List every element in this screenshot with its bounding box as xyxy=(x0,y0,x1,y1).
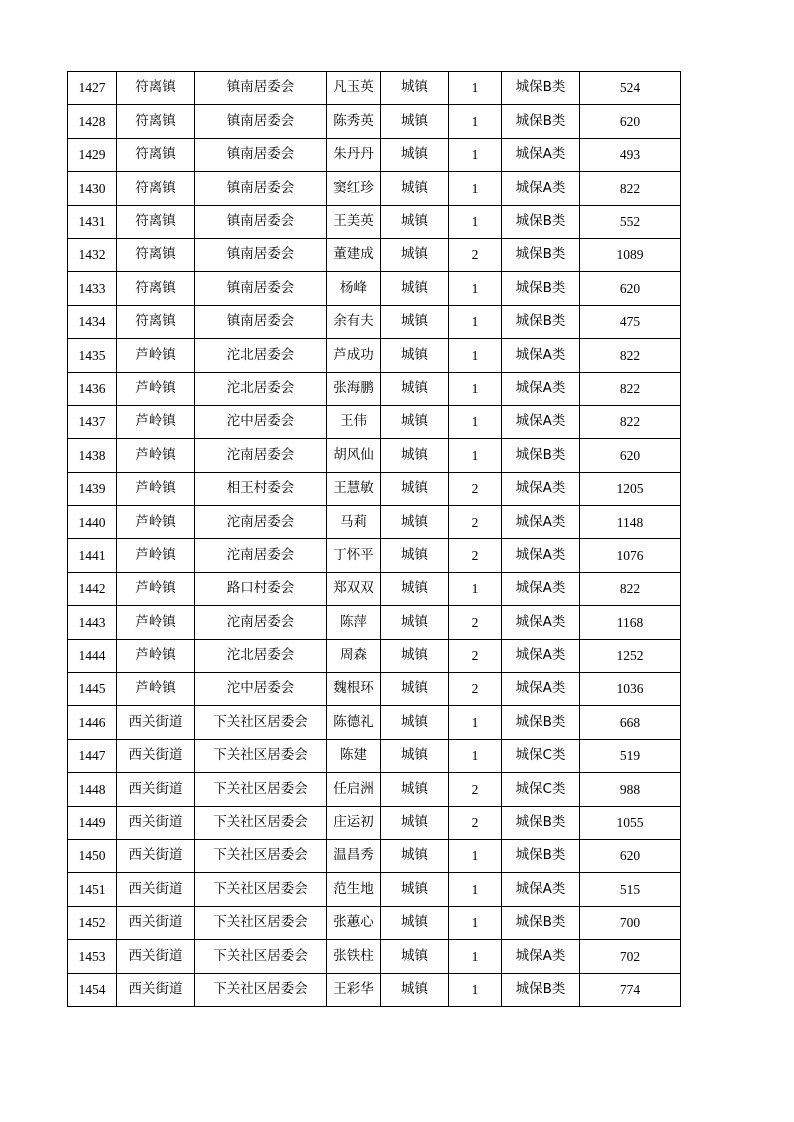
cell-area-type: 城镇 xyxy=(381,839,449,872)
cell-name: 马莉 xyxy=(327,506,381,539)
cell-area-type: 城镇 xyxy=(381,673,449,706)
cell-row-number: 1431 xyxy=(68,205,117,238)
cell-committee: 镇南居委会 xyxy=(195,205,327,238)
cell-amount: 700 xyxy=(580,906,681,939)
cell-insurance-category: 城保A类 xyxy=(502,673,580,706)
cell-area-type: 城镇 xyxy=(381,539,449,572)
table-row xyxy=(68,940,681,973)
cell-insurance-category: 城保A类 xyxy=(502,472,580,505)
cell-household-count: 2 xyxy=(449,539,502,572)
cell-name: 胡风仙 xyxy=(327,439,381,472)
cell-amount: 988 xyxy=(580,773,681,806)
cell-row-number: 1433 xyxy=(68,272,117,305)
cell-area-type: 城镇 xyxy=(381,138,449,171)
table-row xyxy=(68,205,681,238)
cell-amount: 822 xyxy=(580,572,681,605)
cell-insurance-category: 城保B类 xyxy=(502,72,580,105)
cell-insurance-category: 城保A类 xyxy=(502,940,580,973)
cell-amount: 774 xyxy=(580,973,681,1006)
table-row xyxy=(68,606,681,639)
cell-name: 窦红珍 xyxy=(327,172,381,205)
cell-town: 西关街道 xyxy=(117,806,195,839)
cell-area-type: 城镇 xyxy=(381,773,449,806)
cell-household-count: 2 xyxy=(449,472,502,505)
table-row xyxy=(68,673,681,706)
cell-area-type: 城镇 xyxy=(381,906,449,939)
cell-name: 郑双双 xyxy=(327,572,381,605)
cell-amount: 1089 xyxy=(580,238,681,271)
table-row xyxy=(68,238,681,271)
cell-name: 丁怀平 xyxy=(327,539,381,572)
table-row xyxy=(68,873,681,906)
cell-insurance-category: 城保B类 xyxy=(502,906,580,939)
cell-town: 芦岭镇 xyxy=(117,439,195,472)
cell-name: 张蕙心 xyxy=(327,906,381,939)
cell-committee: 沱南居委会 xyxy=(195,439,327,472)
cell-name: 庄运初 xyxy=(327,806,381,839)
cell-name: 董建成 xyxy=(327,238,381,271)
cell-name: 魏根环 xyxy=(327,673,381,706)
cell-name: 朱丹丹 xyxy=(327,138,381,171)
cell-row-number: 1430 xyxy=(68,172,117,205)
cell-name: 王彩华 xyxy=(327,973,381,1006)
cell-town: 西关街道 xyxy=(117,906,195,939)
cell-area-type: 城镇 xyxy=(381,105,449,138)
cell-area-type: 城镇 xyxy=(381,372,449,405)
cell-household-count: 1 xyxy=(449,906,502,939)
table-row xyxy=(68,138,681,171)
cell-household-count: 1 xyxy=(449,940,502,973)
cell-row-number: 1441 xyxy=(68,539,117,572)
cell-household-count: 1 xyxy=(449,439,502,472)
cell-committee: 沱北居委会 xyxy=(195,639,327,672)
cell-insurance-category: 城保B类 xyxy=(502,272,580,305)
cell-name: 王伟 xyxy=(327,405,381,438)
cell-committee: 沱北居委会 xyxy=(195,372,327,405)
cell-row-number: 1442 xyxy=(68,572,117,605)
cell-household-count: 2 xyxy=(449,773,502,806)
cell-row-number: 1447 xyxy=(68,739,117,772)
cell-insurance-category: 城保B类 xyxy=(502,105,580,138)
cell-committee: 沱南居委会 xyxy=(195,539,327,572)
cell-row-number: 1451 xyxy=(68,873,117,906)
cell-committee: 沱南居委会 xyxy=(195,506,327,539)
cell-insurance-category: 城保B类 xyxy=(502,305,580,338)
cell-row-number: 1434 xyxy=(68,305,117,338)
cell-household-count: 1 xyxy=(449,839,502,872)
cell-area-type: 城镇 xyxy=(381,405,449,438)
cell-row-number: 1440 xyxy=(68,506,117,539)
cell-area-type: 城镇 xyxy=(381,873,449,906)
cell-committee: 镇南居委会 xyxy=(195,72,327,105)
cell-household-count: 1 xyxy=(449,572,502,605)
cell-town: 符离镇 xyxy=(117,138,195,171)
cell-row-number: 1448 xyxy=(68,773,117,806)
cell-amount: 822 xyxy=(580,172,681,205)
cell-amount: 1252 xyxy=(580,639,681,672)
cell-household-count: 2 xyxy=(449,639,502,672)
table-row xyxy=(68,105,681,138)
cell-committee: 相王村委会 xyxy=(195,472,327,505)
cell-amount: 1148 xyxy=(580,506,681,539)
cell-committee: 下关社区居委会 xyxy=(195,706,327,739)
cell-amount: 620 xyxy=(580,439,681,472)
cell-committee: 路口村委会 xyxy=(195,572,327,605)
cell-row-number: 1429 xyxy=(68,138,117,171)
cell-town: 芦岭镇 xyxy=(117,339,195,372)
cell-household-count: 2 xyxy=(449,806,502,839)
cell-amount: 822 xyxy=(580,405,681,438)
table-row xyxy=(68,172,681,205)
cell-row-number: 1428 xyxy=(68,105,117,138)
cell-household-count: 1 xyxy=(449,405,502,438)
cell-area-type: 城镇 xyxy=(381,973,449,1006)
cell-name: 陈德礼 xyxy=(327,706,381,739)
cell-household-count: 2 xyxy=(449,673,502,706)
cell-household-count: 1 xyxy=(449,739,502,772)
table-row xyxy=(68,472,681,505)
table-row xyxy=(68,639,681,672)
cell-amount: 1168 xyxy=(580,606,681,639)
cell-area-type: 城镇 xyxy=(381,439,449,472)
cell-insurance-category: 城保A类 xyxy=(502,339,580,372)
cell-town: 符离镇 xyxy=(117,205,195,238)
cell-committee: 镇南居委会 xyxy=(195,272,327,305)
cell-area-type: 城镇 xyxy=(381,706,449,739)
cell-household-count: 1 xyxy=(449,706,502,739)
cell-area-type: 城镇 xyxy=(381,172,449,205)
cell-area-type: 城镇 xyxy=(381,572,449,605)
table-row xyxy=(68,806,681,839)
table-row xyxy=(68,272,681,305)
cell-name: 王慧敏 xyxy=(327,472,381,505)
cell-committee: 下关社区居委会 xyxy=(195,739,327,772)
cell-row-number: 1436 xyxy=(68,372,117,405)
cell-amount: 1055 xyxy=(580,806,681,839)
cell-name: 范生地 xyxy=(327,873,381,906)
cell-insurance-category: 城保B类 xyxy=(502,439,580,472)
cell-committee: 沱中居委会 xyxy=(195,405,327,438)
cell-amount: 1076 xyxy=(580,539,681,572)
cell-insurance-category: 城保A类 xyxy=(502,572,580,605)
cell-town: 西关街道 xyxy=(117,839,195,872)
document-table-container xyxy=(67,71,681,1007)
cell-amount: 1036 xyxy=(580,673,681,706)
table-row xyxy=(68,72,681,105)
cell-household-count: 1 xyxy=(449,205,502,238)
cell-household-count: 1 xyxy=(449,138,502,171)
cell-insurance-category: 城保A类 xyxy=(502,873,580,906)
cell-amount: 493 xyxy=(580,138,681,171)
table-row xyxy=(68,906,681,939)
cell-row-number: 1437 xyxy=(68,405,117,438)
cell-amount: 620 xyxy=(580,105,681,138)
cell-town: 符离镇 xyxy=(117,105,195,138)
cell-town: 芦岭镇 xyxy=(117,405,195,438)
cell-committee: 镇南居委会 xyxy=(195,172,327,205)
cell-name: 陈秀英 xyxy=(327,105,381,138)
cell-name: 芦成功 xyxy=(327,339,381,372)
table-row xyxy=(68,706,681,739)
cell-insurance-category: 城保A类 xyxy=(502,606,580,639)
cell-insurance-category: 城保B类 xyxy=(502,806,580,839)
cell-row-number: 1432 xyxy=(68,238,117,271)
cell-household-count: 2 xyxy=(449,238,502,271)
cell-town: 西关街道 xyxy=(117,773,195,806)
table-row xyxy=(68,305,681,338)
cell-household-count: 1 xyxy=(449,873,502,906)
cell-row-number: 1443 xyxy=(68,606,117,639)
cell-town: 符离镇 xyxy=(117,172,195,205)
cell-amount: 620 xyxy=(580,272,681,305)
table-row xyxy=(68,773,681,806)
cell-row-number: 1439 xyxy=(68,472,117,505)
cell-amount: 524 xyxy=(580,72,681,105)
cell-household-count: 1 xyxy=(449,305,502,338)
cell-household-count: 1 xyxy=(449,172,502,205)
cell-amount: 822 xyxy=(580,372,681,405)
cell-row-number: 1450 xyxy=(68,839,117,872)
cell-name: 周森 xyxy=(327,639,381,672)
cell-insurance-category: 城保B类 xyxy=(502,706,580,739)
cell-committee: 沱北居委会 xyxy=(195,339,327,372)
cell-area-type: 城镇 xyxy=(381,238,449,271)
cell-insurance-category: 城保A类 xyxy=(502,372,580,405)
cell-name: 杨峰 xyxy=(327,272,381,305)
cell-name: 余有夫 xyxy=(327,305,381,338)
cell-amount: 552 xyxy=(580,205,681,238)
table-row xyxy=(68,439,681,472)
cell-town: 芦岭镇 xyxy=(117,572,195,605)
cell-household-count: 1 xyxy=(449,973,502,1006)
cell-insurance-category: 城保A类 xyxy=(502,172,580,205)
table-row xyxy=(68,372,681,405)
cell-row-number: 1445 xyxy=(68,673,117,706)
cell-area-type: 城镇 xyxy=(381,606,449,639)
cell-row-number: 1453 xyxy=(68,940,117,973)
cell-area-type: 城镇 xyxy=(381,72,449,105)
cell-committee: 镇南居委会 xyxy=(195,105,327,138)
cell-town: 西关街道 xyxy=(117,706,195,739)
cell-insurance-category: 城保A类 xyxy=(502,405,580,438)
cell-committee: 沱南居委会 xyxy=(195,606,327,639)
cell-town: 芦岭镇 xyxy=(117,539,195,572)
table-row xyxy=(68,539,681,572)
cell-committee: 下关社区居委会 xyxy=(195,839,327,872)
table-row xyxy=(68,572,681,605)
cell-committee: 沱中居委会 xyxy=(195,673,327,706)
cell-name: 陈萍 xyxy=(327,606,381,639)
cell-committee: 镇南居委会 xyxy=(195,305,327,338)
cell-town: 芦岭镇 xyxy=(117,606,195,639)
cell-amount: 668 xyxy=(580,706,681,739)
cell-insurance-category: 城保C类 xyxy=(502,773,580,806)
cell-committee: 下关社区居委会 xyxy=(195,873,327,906)
cell-name: 张铁柱 xyxy=(327,940,381,973)
cell-area-type: 城镇 xyxy=(381,739,449,772)
cell-area-type: 城镇 xyxy=(381,806,449,839)
cell-town: 芦岭镇 xyxy=(117,472,195,505)
cell-insurance-category: 城保B类 xyxy=(502,839,580,872)
cell-row-number: 1454 xyxy=(68,973,117,1006)
cell-committee: 镇南居委会 xyxy=(195,238,327,271)
table-row xyxy=(68,739,681,772)
cell-town: 西关街道 xyxy=(117,739,195,772)
cell-name: 陈建 xyxy=(327,739,381,772)
cell-insurance-category: 城保A类 xyxy=(502,539,580,572)
cell-insurance-category: 城保B类 xyxy=(502,238,580,271)
cell-name: 温昌秀 xyxy=(327,839,381,872)
cell-area-type: 城镇 xyxy=(381,506,449,539)
cell-town: 西关街道 xyxy=(117,873,195,906)
table-row xyxy=(68,405,681,438)
table-row xyxy=(68,973,681,1006)
cell-town: 芦岭镇 xyxy=(117,673,195,706)
cell-name: 凡玉英 xyxy=(327,72,381,105)
cell-town: 符离镇 xyxy=(117,305,195,338)
cell-insurance-category: 城保B类 xyxy=(502,973,580,1006)
cell-committee: 镇南居委会 xyxy=(195,138,327,171)
cell-insurance-category: 城保A类 xyxy=(502,639,580,672)
cell-household-count: 1 xyxy=(449,272,502,305)
cell-amount: 822 xyxy=(580,339,681,372)
cell-household-count: 1 xyxy=(449,72,502,105)
cell-insurance-category: 城保A类 xyxy=(502,506,580,539)
cell-amount: 519 xyxy=(580,739,681,772)
cell-town: 符离镇 xyxy=(117,238,195,271)
cell-area-type: 城镇 xyxy=(381,940,449,973)
cell-name: 张海鹏 xyxy=(327,372,381,405)
cell-household-count: 2 xyxy=(449,506,502,539)
cell-row-number: 1449 xyxy=(68,806,117,839)
data-table xyxy=(67,71,681,1007)
cell-town: 芦岭镇 xyxy=(117,639,195,672)
cell-amount: 515 xyxy=(580,873,681,906)
cell-insurance-category: 城保B类 xyxy=(502,205,580,238)
cell-insurance-category: 城保A类 xyxy=(502,138,580,171)
cell-amount: 620 xyxy=(580,839,681,872)
cell-committee: 下关社区居委会 xyxy=(195,973,327,1006)
cell-area-type: 城镇 xyxy=(381,305,449,338)
cell-name: 任启洲 xyxy=(327,773,381,806)
cell-amount: 702 xyxy=(580,940,681,973)
cell-insurance-category: 城保C类 xyxy=(502,739,580,772)
cell-household-count: 1 xyxy=(449,105,502,138)
table-row xyxy=(68,506,681,539)
cell-row-number: 1446 xyxy=(68,706,117,739)
cell-row-number: 1427 xyxy=(68,72,117,105)
cell-row-number: 1444 xyxy=(68,639,117,672)
cell-town: 芦岭镇 xyxy=(117,506,195,539)
cell-area-type: 城镇 xyxy=(381,639,449,672)
cell-area-type: 城镇 xyxy=(381,339,449,372)
table-row xyxy=(68,839,681,872)
cell-committee: 下关社区居委会 xyxy=(195,806,327,839)
cell-town: 芦岭镇 xyxy=(117,372,195,405)
cell-town: 西关街道 xyxy=(117,973,195,1006)
cell-town: 西关街道 xyxy=(117,940,195,973)
cell-row-number: 1435 xyxy=(68,339,117,372)
cell-town: 符离镇 xyxy=(117,72,195,105)
cell-household-count: 2 xyxy=(449,606,502,639)
cell-row-number: 1452 xyxy=(68,906,117,939)
table-body xyxy=(68,72,681,1007)
cell-household-count: 1 xyxy=(449,372,502,405)
cell-committee: 下关社区居委会 xyxy=(195,940,327,973)
cell-committee: 下关社区居委会 xyxy=(195,906,327,939)
cell-amount: 1205 xyxy=(580,472,681,505)
cell-area-type: 城镇 xyxy=(381,272,449,305)
cell-town: 符离镇 xyxy=(117,272,195,305)
table-row xyxy=(68,339,681,372)
cell-committee: 下关社区居委会 xyxy=(195,773,327,806)
cell-row-number: 1438 xyxy=(68,439,117,472)
cell-area-type: 城镇 xyxy=(381,205,449,238)
cell-name: 王美英 xyxy=(327,205,381,238)
cell-household-count: 1 xyxy=(449,339,502,372)
cell-area-type: 城镇 xyxy=(381,472,449,505)
cell-amount: 475 xyxy=(580,305,681,338)
